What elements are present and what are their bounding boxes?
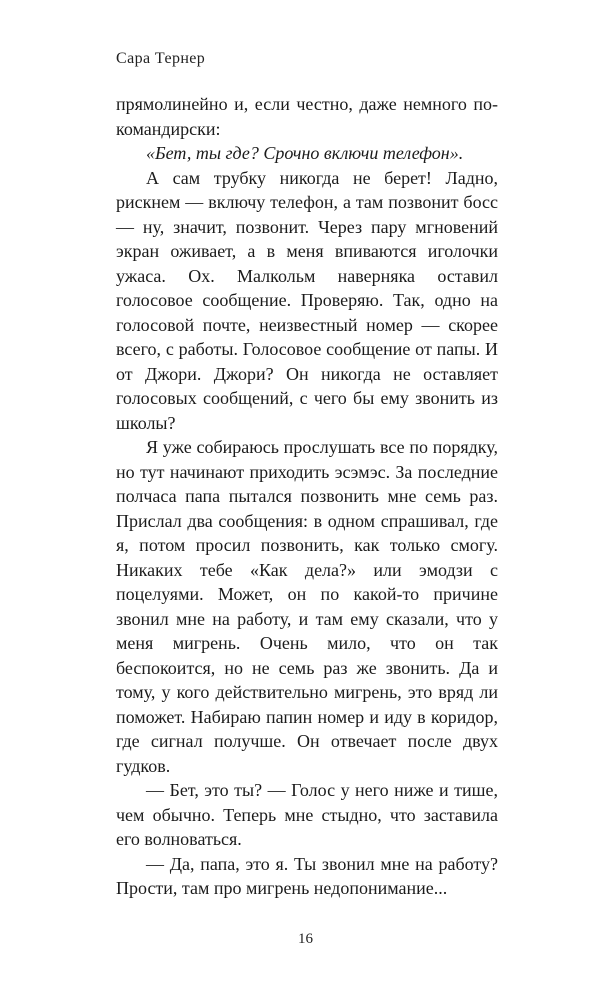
paragraph: Я уже собираюсь прослушать все по порядку, но тут начинают приходить эсэмэс. За последние полчаса папа пытался позвонить мне семь раз. Прислал два сообщения: в одном спрашивал, где я, потом просил позвонить, как только смогу. Никаких тебе «Как дела?» или эмодзи с поцелуями. Может, он по какой-то причине звонил мне на работу, и там ему сказали, что у меня мигрень. Очень мило, что он так беспокоится, но не семь раз же звонить. Да и тому, у кого действительно мигрень, это вряд ли поможет. Набираю папин номер и иду в коридор, где сигнал получше. Он отвечает после двух гудков. — [116, 437, 498, 776]
paragraph-continuation: прямолинейно и, если честно, даже немного по-командирски: — [116, 94, 498, 139]
paragraph-dialogue: — Да, папа, это я. Ты звонил мне на работу? Прости, там про мигрень недопонимание... — [116, 853, 498, 898]
page-number: 16 — [298, 931, 313, 947]
paragraph-dialogue: — Бет, это ты? — Голос у него ниже и тише, чем обычно. Теперь мне стыдно, что заставила его волноваться. — [116, 780, 498, 849]
paragraph: А сам трубку никогда не берет! Ладно, рискнем — включу телефон, а там позвонит босс — ну, значит, позвонит. Через пару мгновений экран оживает, а в меня впиваются иголочки ужаса. Ох. Малкольм наверняка оставил голосовое сообщение. Проверяю. Так, одно на голосовой почте, неизвестный номер — скорее всего, с работы. Голосовое сообщение от папы. И от Джори. Джори? Он никогда не оставляет голосовых сообщений, с чего бы ему звонить из школы? — [116, 167, 498, 433]
running-header-author: Сара Тернер — [116, 50, 206, 67]
page-body-text — [116, 92, 498, 901]
paragraph-quote-italic: «Бет, ты где? Срочно включи телефон». — [146, 143, 464, 163]
